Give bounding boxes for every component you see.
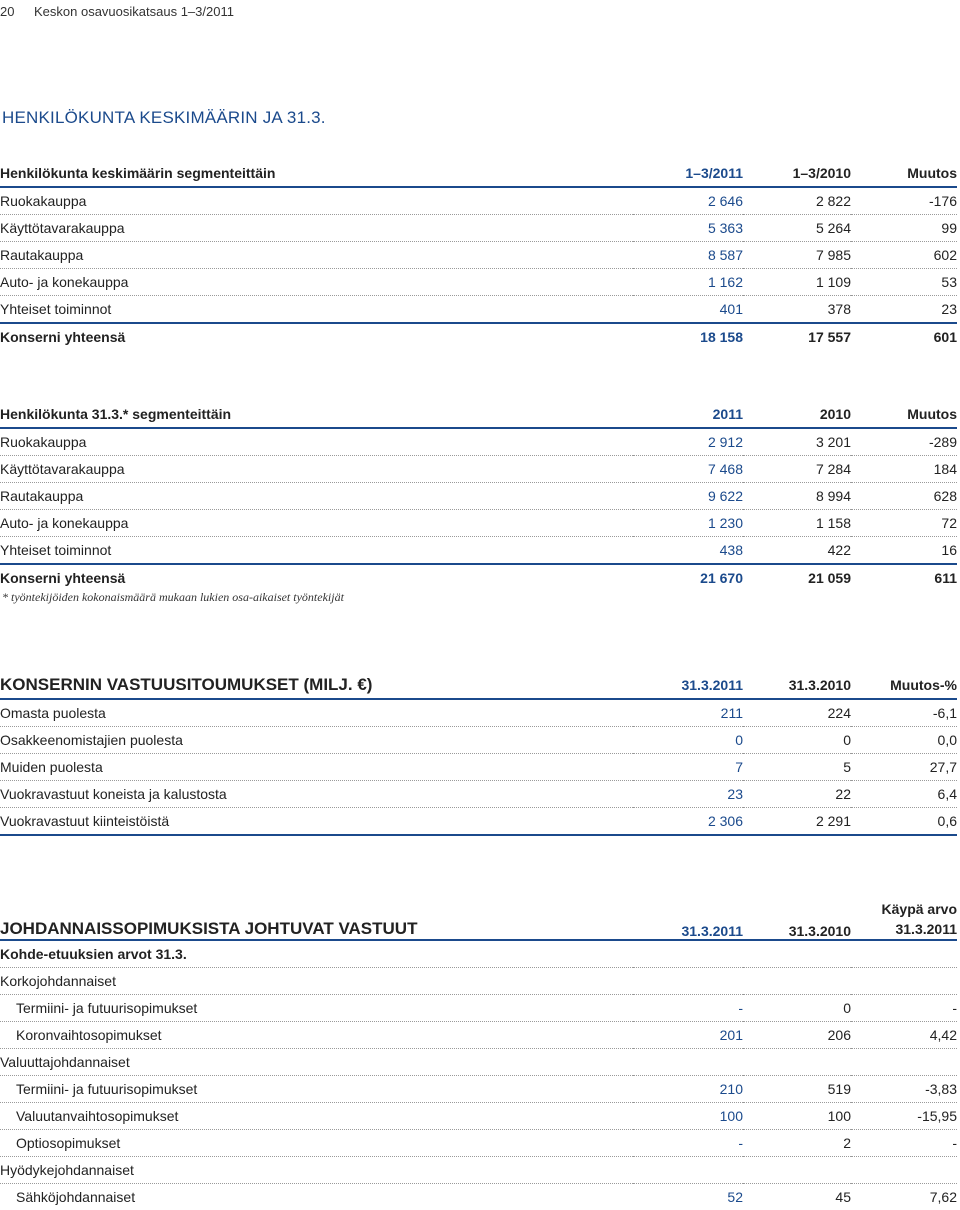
- average-personnel-table: [0, 160, 957, 350]
- row-value: 0: [633, 727, 743, 754]
- table-row: [0, 428, 957, 456]
- row-value: [633, 968, 743, 995]
- header-label: Henkilökunta 31.3.* segmenteittäin: [0, 401, 633, 428]
- row-value: 5: [743, 754, 851, 781]
- page-header: [0, 4, 234, 19]
- row-value: 5 264: [743, 215, 851, 242]
- row-label: Vuokravastuut kiinteistöistä: [0, 808, 633, 836]
- table-row: [0, 1130, 957, 1157]
- fair-value-label: Käypä arvo: [882, 901, 957, 917]
- row-value: 100: [633, 1103, 743, 1130]
- row-value: 378: [743, 296, 851, 324]
- category-row: [0, 1157, 957, 1184]
- row-value: 7 468: [633, 456, 743, 483]
- header-col3: Muutos: [851, 160, 957, 187]
- table-row: [0, 242, 957, 269]
- row-value: 206: [743, 1022, 851, 1049]
- row-value: 401: [633, 296, 743, 324]
- table-header-row: [0, 401, 957, 428]
- header-col1: 1–3/2011: [633, 160, 743, 187]
- row-value: 5 363: [633, 215, 743, 242]
- row-label: Käyttötavarakauppa: [0, 215, 633, 242]
- row-value: 1 230: [633, 510, 743, 537]
- total-value: 611: [851, 564, 957, 591]
- row-value: -176: [851, 187, 957, 215]
- row-value: 224: [743, 699, 851, 727]
- row-label: Ruokakauppa: [0, 187, 633, 215]
- row-label: Rautakauppa: [0, 242, 633, 269]
- row-value: 422: [743, 537, 851, 565]
- row-value: 8 587: [633, 242, 743, 269]
- row-value: 1 158: [743, 510, 851, 537]
- footnote: * työntekijöiden kokonaismäärä mukaan lukien osa-aikaiset työntekijät: [2, 590, 344, 605]
- total-value: 21 059: [743, 564, 851, 591]
- total-row: [0, 564, 957, 591]
- row-value: 7,62: [851, 1184, 957, 1210]
- row-value: -289: [851, 428, 957, 456]
- row-value: 1 109: [743, 269, 851, 296]
- total-value: 601: [851, 323, 957, 350]
- row-label: Termiini- ja futuurisopimukset: [0, 1076, 633, 1103]
- row-value: 519: [743, 1076, 851, 1103]
- total-label: Konserni yhteensä: [0, 323, 633, 350]
- row-value: -15,95: [851, 1103, 957, 1130]
- row-value: -: [851, 1130, 957, 1157]
- personnel-31-3-table: [0, 401, 957, 591]
- row-value: -: [633, 995, 743, 1022]
- row-value: 99: [851, 215, 957, 242]
- table-row: [0, 1103, 957, 1130]
- row-label: Rautakauppa: [0, 483, 633, 510]
- row-value: 2 912: [633, 428, 743, 456]
- row-label: Valuutanvaihtosopimukset: [0, 1103, 633, 1130]
- row-value: 438: [633, 537, 743, 565]
- table-row: [0, 269, 957, 296]
- header-col3: Muutos: [851, 401, 957, 428]
- row-value: 602: [851, 242, 957, 269]
- header-col2: 31.3.2010: [743, 893, 851, 940]
- row-value: 1 162: [633, 269, 743, 296]
- table-row: [0, 808, 957, 836]
- row-value: [851, 968, 957, 995]
- row-value: 628: [851, 483, 957, 510]
- table-row: [0, 699, 957, 727]
- table-row: [0, 456, 957, 483]
- table-row: [0, 483, 957, 510]
- row-value: [851, 1049, 957, 1076]
- row-label: Osakkeenomistajien puolesta: [0, 727, 633, 754]
- row-value: 0,6: [851, 808, 957, 836]
- row-value: -6,1: [851, 699, 957, 727]
- header-label: Henkilökunta keskimäärin segmenteittäin: [0, 160, 633, 187]
- row-label: Yhteiset toiminnot: [0, 537, 633, 565]
- row-value: 3 201: [743, 428, 851, 456]
- row-label: Käyttötavarakauppa: [0, 456, 633, 483]
- row-label: Korkojohdannaiset: [0, 968, 633, 995]
- header-col3: [851, 893, 957, 940]
- row-value: 7 284: [743, 456, 851, 483]
- row-value: [743, 968, 851, 995]
- row-value: 72: [851, 510, 957, 537]
- row-value: 7: [633, 754, 743, 781]
- row-value: 2 822: [743, 187, 851, 215]
- row-value: 23: [851, 296, 957, 324]
- row-value: 22: [743, 781, 851, 808]
- table-header-row: [0, 893, 957, 940]
- row-value: 9 622: [633, 483, 743, 510]
- page-number: 20: [0, 4, 34, 19]
- fair-value-date: 31.3.2011: [895, 921, 957, 937]
- row-value: -: [851, 995, 957, 1022]
- row-value: 210: [633, 1076, 743, 1103]
- row-value: 23: [633, 781, 743, 808]
- row-value: 201: [633, 1022, 743, 1049]
- table-header-row: [0, 160, 957, 187]
- table-row: [0, 727, 957, 754]
- row-value: 6,4: [851, 781, 957, 808]
- commitments-table: [0, 672, 957, 838]
- row-value: 2 306: [633, 808, 743, 836]
- section-title-personnel: HENKILÖKUNTA KESKIMÄÄRIN JA 31.3.: [2, 108, 326, 128]
- row-label: Valuuttajohdannaiset: [0, 1049, 633, 1076]
- row-label: Termiini- ja futuurisopimukset: [0, 995, 633, 1022]
- table-header-row: [0, 672, 957, 699]
- header-col3: Muutos-%: [851, 672, 957, 699]
- row-value: 2 291: [743, 808, 851, 836]
- row-value: 52: [633, 1184, 743, 1210]
- table-row: [0, 510, 957, 537]
- row-label: Optiosopimukset: [0, 1130, 633, 1157]
- row-label: Yhteiset toiminnot: [0, 296, 633, 324]
- row-value: [633, 1157, 743, 1184]
- header-col2: 1–3/2010: [743, 160, 851, 187]
- table-row: [0, 754, 957, 781]
- table-row: [0, 215, 957, 242]
- category-row: [0, 968, 957, 995]
- table-row: [0, 1076, 957, 1103]
- derivatives-table: [0, 893, 957, 1210]
- row-label: Sähköjohdannaiset: [0, 1184, 633, 1210]
- row-label: Vuokravastuut koneista ja kalustosta: [0, 781, 633, 808]
- row-label: Ruokakauppa: [0, 428, 633, 456]
- row-value: 8 994: [743, 483, 851, 510]
- table-end-rule: [0, 835, 957, 838]
- header-col1: 31.3.2011: [633, 893, 743, 940]
- row-value: -3,83: [851, 1076, 957, 1103]
- header-col1: 31.3.2011: [633, 672, 743, 699]
- row-value: 4,42: [851, 1022, 957, 1049]
- table-row: [0, 296, 957, 324]
- row-value: 211: [633, 699, 743, 727]
- row-value: 0: [743, 727, 851, 754]
- header-col2: 31.3.2010: [743, 672, 851, 699]
- row-label: Auto- ja konekauppa: [0, 510, 633, 537]
- table-row: [0, 1184, 957, 1210]
- table-row: [0, 187, 957, 215]
- report-title: Keskon osavuosikatsaus 1–3/2011: [34, 4, 234, 19]
- table-row: [0, 537, 957, 565]
- row-value: 16: [851, 537, 957, 565]
- total-value: 18 158: [633, 323, 743, 350]
- subheader-row: [0, 940, 957, 968]
- section-title-commitments: KONSERNIN VASTUUSITOUMUKSET (MILJ. €): [0, 672, 633, 699]
- total-label: Konserni yhteensä: [0, 564, 633, 591]
- total-value: 17 557: [743, 323, 851, 350]
- row-label: Hyödykejohdannaiset: [0, 1157, 633, 1184]
- subheader-label: Kohde-etuuksien arvot 31.3.: [0, 940, 957, 968]
- row-value: 2: [743, 1130, 851, 1157]
- row-value: 53: [851, 269, 957, 296]
- section-title-derivatives: JOHDANNAISSOPIMUKSISTA JOHTUVAT VASTUUT: [0, 893, 633, 940]
- row-value: -: [633, 1130, 743, 1157]
- table-row: [0, 995, 957, 1022]
- header-col1: 2011: [633, 401, 743, 428]
- row-label: Muiden puolesta: [0, 754, 633, 781]
- row-label: Koronvaihtosopimukset: [0, 1022, 633, 1049]
- row-value: [851, 1157, 957, 1184]
- row-value: 100: [743, 1103, 851, 1130]
- row-label: Omasta puolesta: [0, 699, 633, 727]
- header-col2: 2010: [743, 401, 851, 428]
- table-row: [0, 1022, 957, 1049]
- row-value: 2 646: [633, 187, 743, 215]
- row-value: [633, 1049, 743, 1076]
- row-value: 184: [851, 456, 957, 483]
- table-row: [0, 781, 957, 808]
- category-row: [0, 1049, 957, 1076]
- row-value: 0: [743, 995, 851, 1022]
- row-value: 0,0: [851, 727, 957, 754]
- row-value: [743, 1157, 851, 1184]
- row-label: Auto- ja konekauppa: [0, 269, 633, 296]
- row-value: 27,7: [851, 754, 957, 781]
- total-row: [0, 323, 957, 350]
- row-value: 45: [743, 1184, 851, 1210]
- row-value: [743, 1049, 851, 1076]
- row-value: 7 985: [743, 242, 851, 269]
- total-value: 21 670: [633, 564, 743, 591]
